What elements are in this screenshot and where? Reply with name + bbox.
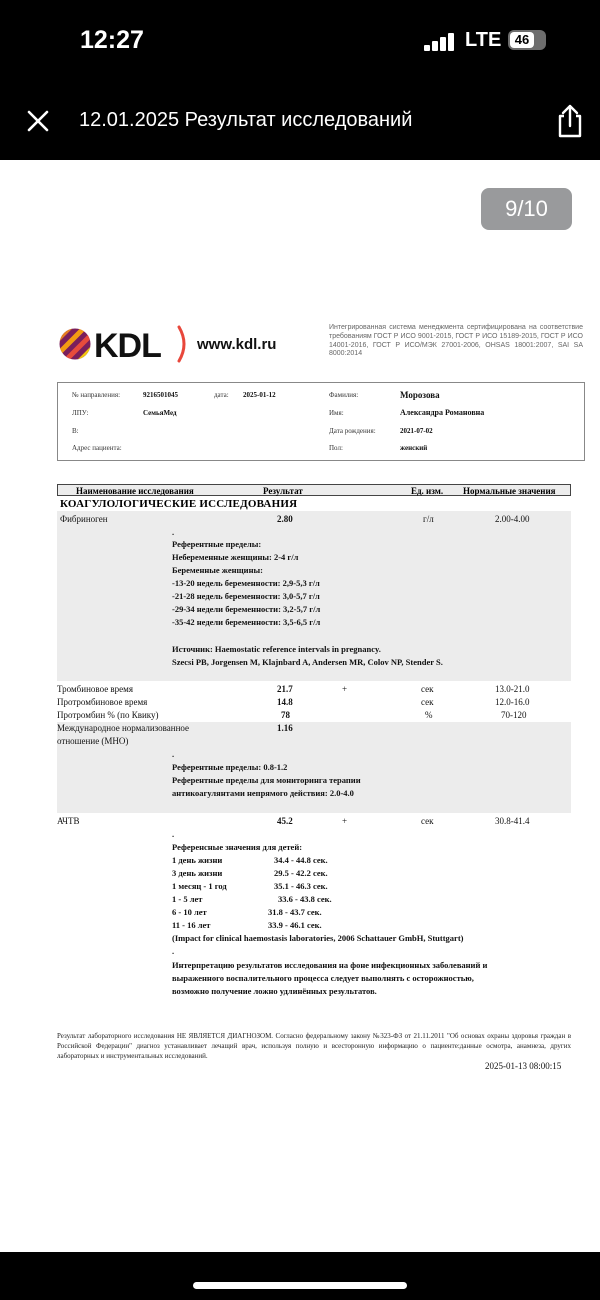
test-unit: сек — [421, 684, 434, 694]
battery-icon — [508, 30, 546, 50]
header-result: Результат — [263, 486, 303, 496]
test-value: 45.2 — [277, 816, 293, 826]
status-time: 12:27 — [80, 26, 144, 54]
reference-line: Референтные пределы: 0.8-1.2 — [172, 762, 288, 772]
reference-line: Беременные женщины: — [172, 565, 263, 575]
reference-age: 1 - 5 лет — [172, 894, 203, 904]
surname-label: Фамилия: — [329, 391, 359, 399]
reference-line: -21-28 недель беременности: 3,0-5,7 г/л — [172, 591, 320, 601]
disclaimer-text: Результат лабораторного исследования НЕ ЯВЛЯЕТСЯ ДИАГНОЗОМ. Согласно федеральному закону №323-ФЗ от 21.11.2011 "Об основах охраны здоровья граждан в Российской Федерации" диагноз устанавливает лечащий врач, используя полную и всесторонную информацию о пациенте:данные осмотра, анамнеза, других лабораторных и инструментальных исследований. — [57, 1032, 571, 1060]
logo-bracket-icon — [176, 325, 190, 363]
reference-range: 33.9 - 46.1 сек. — [268, 920, 322, 930]
cellular-signal-icon — [424, 33, 456, 51]
print-date: 2025-01-13 08:00:15 — [485, 1061, 562, 1071]
reference-line: -29-34 недели беременности: 3,2-5,7 г/л — [172, 604, 321, 614]
close-icon[interactable] — [26, 109, 50, 133]
reference-line: Референтные пределы: — [172, 539, 262, 549]
reference-line: Небеременные женщины: 2-4 г/л — [172, 552, 299, 562]
network-type: LTE — [465, 29, 502, 51]
inr-block — [57, 722, 571, 813]
interpretation-note: возможно получение ложно удлинённых результатов. — [172, 986, 377, 996]
test-norm: 12.0-16.0 — [495, 697, 530, 707]
certification-text: Интегрированная система менеджмента сертифицирована на соответствие требованиям ГОСТ Р ИСО 9001-2015, ГОСТ Р ИСО 15189-2015, ГОСТ Р ИСО 14001-2016, ГОСТ Р ИСО/МЭК 27001-2006, OHSAS 18001:2007, SAI SA 8000:2014 — [329, 324, 583, 358]
test-name: Протромбиновое время — [57, 697, 148, 707]
test-value: 21.7 — [277, 684, 293, 694]
patient-surname: Морозова — [400, 390, 440, 400]
reference-authors: Szecsi PB, Jorgensen M, Klajnbard A, Andersen MR, Colov NP, Stender S. — [172, 657, 443, 667]
birth-date: 2021-07-02 — [400, 427, 433, 435]
reference-range: 33.6 - 43.8 сек. — [278, 894, 332, 904]
reference-source: Источник: Haemostatic reference intervals in pregnancy. — [172, 644, 381, 654]
abnormal-flag: + — [342, 684, 348, 694]
test-norm: 70-120 — [501, 710, 527, 720]
reference-range: 29.5 - 42.2 сек. — [274, 868, 328, 878]
referral-date: 2025-01-12 — [243, 391, 276, 399]
reference-age: 6 - 10 лет — [172, 907, 207, 917]
referral-label: № направления: — [72, 391, 121, 399]
birth-label: Дата рождения: — [329, 427, 376, 435]
lpu-value: СемьяМед — [143, 409, 177, 417]
reference-age: 3 день жизни — [172, 868, 223, 878]
status-bar — [0, 0, 600, 80]
test-name: Протромбин % (по Квику) — [57, 710, 159, 720]
page-counter: 9/10 — [481, 188, 572, 230]
reference-title: Референсные значения для детей: — [172, 842, 303, 852]
header-test-name: Наименование исследования — [76, 486, 194, 496]
test-value: 2.80 — [277, 514, 293, 524]
sex-label: Пол: — [329, 444, 343, 452]
test-norm: 2.00-4.00 — [495, 514, 530, 524]
test-unit: сек — [421, 697, 434, 707]
reference-age: 11 - 16 лет — [172, 920, 211, 930]
address-label: Адрес пациента: — [72, 444, 122, 452]
lpu-label: ЛПУ: — [72, 409, 89, 417]
reference-age: 1 месяц - 1 год — [172, 881, 227, 891]
battery-level: 46 — [510, 32, 534, 48]
test-name: АЧТВ — [57, 816, 80, 826]
test-norm: 13.0-21.0 — [495, 684, 530, 694]
reference-age: 1 день жизни — [172, 855, 223, 865]
results-table-header — [57, 484, 571, 496]
test-name: Международное нормализованное — [57, 723, 190, 733]
site-url: www.kdl.ru — [197, 336, 277, 353]
reference-line: . — [172, 946, 175, 956]
test-unit: сек — [421, 816, 434, 826]
share-icon[interactable] — [554, 104, 586, 138]
reference-line: антикоагулянтами непрямого действия: 2.0-4.0 — [172, 788, 354, 798]
reference-line: -35-42 недели беременности: 3,5-6,5 г/л — [172, 617, 321, 627]
reference-line: . — [172, 527, 175, 537]
test-value: 78 — [281, 710, 290, 720]
reference-range: 31.8 - 43.7 сек. — [268, 907, 322, 917]
reference-line: . — [172, 829, 175, 839]
test-norm: 30.8-41.4 — [495, 816, 530, 826]
reference-range: 35.1 - 46.3 сек. — [274, 881, 328, 891]
referral-number: 9216501045 — [143, 391, 178, 399]
v-label: В: — [72, 427, 79, 435]
section-title: КОАГУЛОЛОГИЧЕСКИЕ ИССЛЕДОВАНИЯ — [60, 498, 298, 510]
kdl-logo-icon — [59, 327, 91, 361]
reference-line: Референтные пределы для мониторинга терапии — [172, 775, 361, 785]
test-name: Тромбиновое время — [57, 684, 134, 694]
test-name-continued: отношение (МНО) — [57, 736, 129, 746]
header-unit: Ед. изм. — [411, 486, 444, 496]
header-norm: Нормальные значения — [463, 486, 556, 496]
kdl-logo-text: KDL — [94, 327, 161, 365]
abnormal-flag: + — [342, 816, 348, 826]
date-label: дата: — [214, 391, 229, 399]
test-value: 14.8 — [277, 697, 293, 707]
test-unit: г/л — [423, 514, 434, 524]
test-name: Фибриноген — [60, 514, 108, 524]
home-area — [0, 1252, 600, 1300]
patient-sex: женский — [400, 444, 428, 452]
name-label: Имя: — [329, 409, 344, 417]
patient-info-box — [57, 382, 585, 461]
reference-line: . — [172, 749, 175, 759]
home-indicator[interactable] — [193, 1282, 407, 1289]
reference-source: (Impact for clinical haemostasis laboratories, 2006 Schattauer GmbH, Stuttgart) — [172, 933, 464, 943]
nav-title: 12.01.2025 Результат исследований — [79, 109, 413, 131]
test-value: 1.16 — [277, 723, 293, 733]
reference-range: 34.4 - 44.8 сек. — [274, 855, 328, 865]
reference-line: -13-20 недель беременности: 2,9-5,3 г/л — [172, 578, 320, 588]
test-unit: % — [425, 710, 433, 720]
patient-name: Александра Романовна — [400, 408, 485, 417]
interpretation-note: выраженного воспалительного процесса следует выполнять с осторожностью, — [172, 973, 474, 983]
interpretation-note: Интерпретацию результатов исследования на фоне инфекционных заболеваний и — [172, 960, 488, 970]
